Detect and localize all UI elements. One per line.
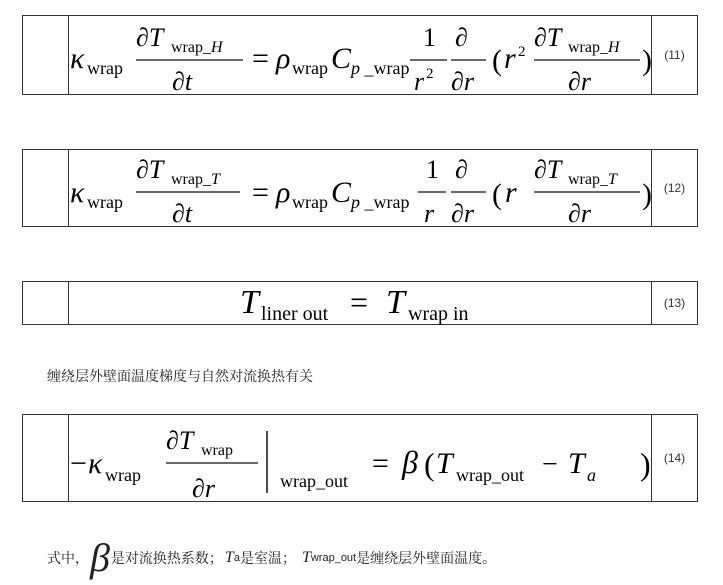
svg-text:): ) [640,446,651,482]
svg-text:∂r: ∂r [568,67,591,96]
svg-text:p _wrap: p _wrap [351,58,410,78]
svg-text:1: 1 [423,23,436,52]
svg-text:∂: ∂ [455,23,468,52]
svg-text:(: ( [424,446,435,482]
svg-text:wrap: wrap [292,58,328,78]
equation-12 [68,150,652,226]
twrap-subscript: wrap_out [310,552,357,564]
ta-subscript: a [233,552,240,564]
svg-text:p _wrap: p _wrap [351,192,410,212]
equation-14-number: (14) [651,415,697,501]
svg-text:∂r: ∂r [568,199,591,228]
svg-text:∂T: ∂T [136,155,164,184]
equation-14 [68,415,652,501]
svg-text:2: 2 [426,66,434,82]
svg-text:∂r: ∂r [192,474,215,503]
beta-description: 是对流换热系数； [110,551,223,567]
ta-symbol: T [224,549,234,566]
svg-text:wrap: wrap [105,465,141,485]
svg-text:r: r [414,67,425,96]
svg-text:∂T: ∂T [166,426,194,455]
svg-text:): ) [642,44,652,77]
twrap-symbol: T [301,549,311,566]
equation-13-number: (13) [651,282,697,324]
symbol-definitions [47,535,497,580]
svg-text:−: − [542,449,558,480]
equation-11-number: (11) [651,16,697,94]
svg-text:wrap_T: wrap_T [568,171,617,188]
svg-text:∂T: ∂T [534,155,562,184]
svg-text:ρ: ρ [276,42,291,75]
svg-text:r: r [504,42,516,75]
equation-14-box [22,414,698,502]
svg-text:κ: κ [88,447,103,480]
svg-text:liner out: liner out [261,303,329,325]
equation-11 [68,16,652,94]
equation-13-box [22,281,698,325]
svg-text:1: 1 [426,155,439,184]
svg-text:wrap: wrap [201,442,233,459]
svg-text:β: β [402,444,418,480]
svg-text:∂r: ∂r [451,67,474,96]
svg-text:=: = [252,42,269,75]
svg-text:ρ: ρ [276,176,291,209]
svg-text:wrap_out: wrap_out [280,471,348,491]
svg-text:2: 2 [518,44,526,60]
svg-text:C: C [331,176,352,209]
caption-prefix: 式中， [47,551,89,567]
svg-text:∂t: ∂t [172,67,193,96]
svg-text:∂T: ∂T [534,23,562,52]
svg-text:T: T [568,447,585,480]
svg-text:wrap_H: wrap_H [171,39,223,56]
twrap-description: 是缠绕层外壁面温度。 [356,551,497,567]
svg-text:κ: κ [70,42,85,75]
body-text: 缠绕层外壁面温度梯度与自然对流换热有关 [47,369,313,385]
equation-11-box [22,15,698,95]
svg-text:∂t: ∂t [172,199,193,228]
svg-text:r: r [505,176,517,209]
svg-text:(: ( [492,44,502,77]
svg-text:T: T [386,284,405,321]
svg-text:wrap_T: wrap_T [171,171,220,188]
svg-text:): ) [642,178,652,211]
svg-text:T: T [240,284,259,321]
svg-text:wrap: wrap [292,192,328,212]
beta-symbol: β [90,535,110,580]
svg-text:wrap in: wrap in [408,303,469,325]
equation-12-box [22,149,698,227]
svg-text:(: ( [492,178,502,211]
svg-text:=: = [372,447,389,480]
svg-text:=: = [252,176,269,209]
svg-text:κ: κ [70,176,85,209]
svg-text:a: a [587,465,596,485]
equation-12-number: (12) [651,150,697,226]
svg-text:wrap: wrap [87,192,123,212]
svg-text:∂: ∂ [455,155,468,184]
ta-description: 是室温； [239,551,296,567]
svg-text:r: r [424,199,435,228]
svg-text:C: C [331,42,352,75]
svg-text:wrap_out: wrap_out [456,465,524,485]
equation-13 [68,282,652,324]
svg-text:=: = [350,284,369,320]
svg-text:∂T: ∂T [136,23,164,52]
svg-text:T: T [436,447,453,480]
svg-text:wrap_H: wrap_H [568,39,620,56]
svg-text:∂r: ∂r [451,199,474,228]
svg-text:−: − [70,447,87,480]
svg-text:wrap: wrap [87,58,123,78]
